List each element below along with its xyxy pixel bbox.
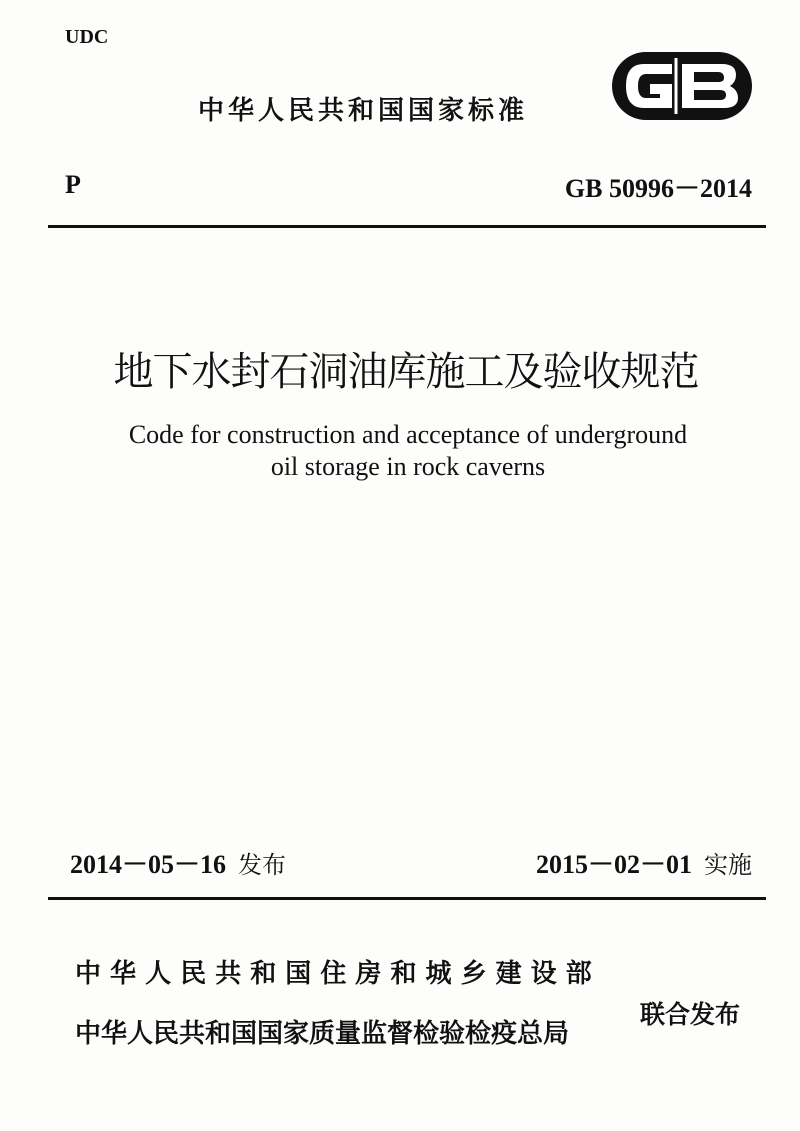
gb-logo	[610, 50, 754, 122]
issue-label: 发布	[238, 851, 287, 879]
top-divider	[48, 225, 766, 228]
title-english-line1: Code for construction and acceptance of underground	[128, 420, 688, 449]
standard-number: GB 50996－2014	[564, 174, 752, 203]
title-chinese: 地下水封石洞油库施工及验收规范	[113, 349, 699, 395]
bottom-divider	[48, 897, 766, 900]
udc-label: UDC	[65, 26, 109, 48]
issuer-line2: 中华人民共和国国家质量监督检验检疫总局	[75, 1019, 570, 1049]
title-english-line2: oil storage in rock caverns	[270, 452, 546, 481]
category-code: P	[65, 170, 81, 199]
effective-date: 2015－02－01	[535, 850, 692, 879]
effective-label: 实施	[704, 851, 752, 879]
issue-date-block	[70, 844, 286, 881]
national-standard-heading: 中华人民共和国国家标准	[198, 96, 529, 126]
issue-date: 2014－05－16	[70, 850, 227, 879]
effective-date-block	[536, 844, 752, 881]
joint-issue-label: 联合发布	[640, 1000, 741, 1029]
issuer-line1: 中 华 人 民 共 和 国 住 房 和 城 乡 建 设 部	[75, 959, 592, 989]
